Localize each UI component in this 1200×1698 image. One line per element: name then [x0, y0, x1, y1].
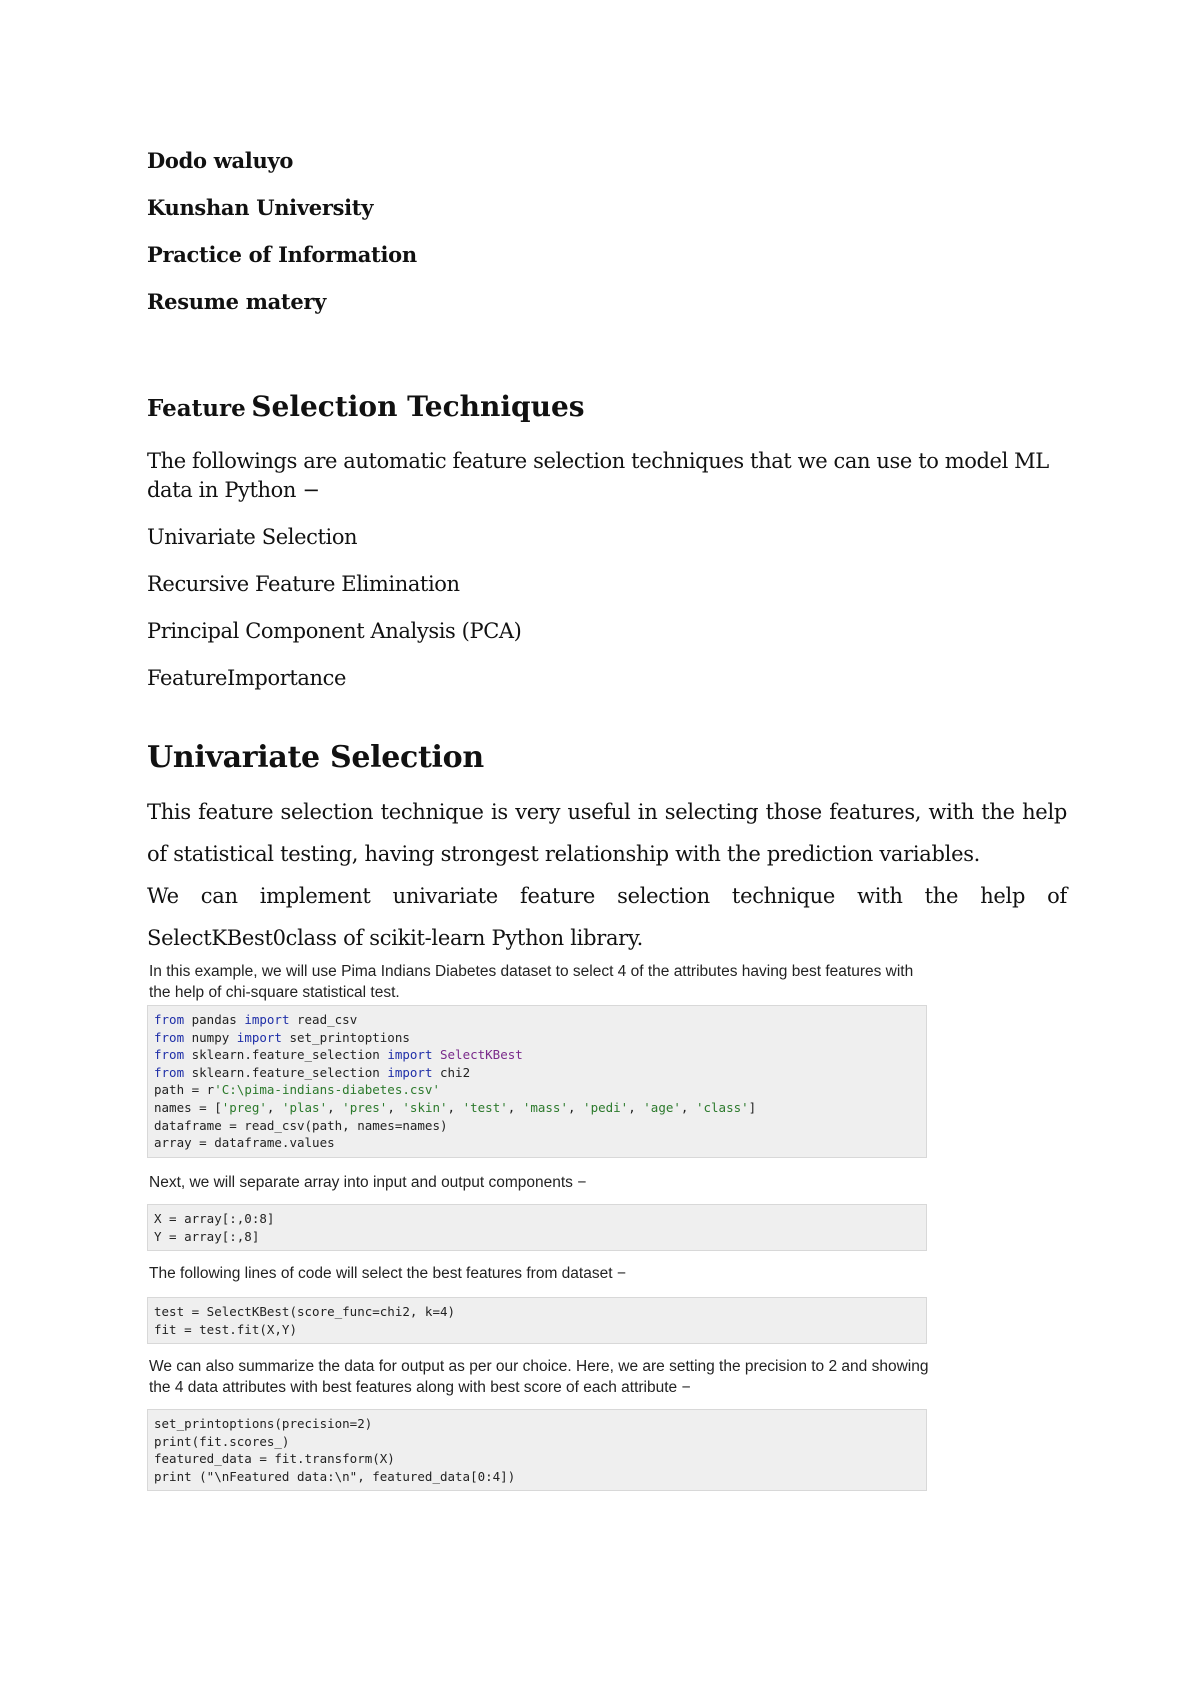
- code-token: SelectKBest: [440, 1047, 523, 1063]
- author-name: Dodo waluyo: [147, 148, 294, 173]
- tutorial-intro: In this example, we will use Pima Indians Diabetes dataset to select 4 of the attributes having best features with the help of chi-square statistical test.: [149, 963, 914, 1001]
- course-name: Practice of Information: [147, 242, 417, 267]
- code-line: [154, 1134, 920, 1152]
- code-line: [154, 1228, 920, 1246]
- code-block-summary: [147, 1409, 927, 1491]
- code-token: [432, 1047, 440, 1062]
- code-line: [154, 1029, 920, 1047]
- code-block-imports: [147, 1005, 927, 1158]
- code-token: import: [244, 1012, 290, 1027]
- code-line: [154, 1303, 920, 1321]
- tutorial-text-select: The following lines of code will select the best features from dataset −: [149, 1265, 626, 1282]
- code-line: [154, 1468, 920, 1486]
- code-token: set_printoptions(precision=2): [154, 1416, 373, 1431]
- code-token: Y = array[:,8]: [154, 1228, 260, 1244]
- code-token: from: [154, 1064, 185, 1080]
- code-token: 'skin': [402, 1099, 448, 1115]
- code-token: 'age': [643, 1099, 681, 1115]
- code-token: 'test': [462, 1099, 508, 1115]
- code-token: 'class': [695, 1099, 749, 1115]
- list-item: Recursive Feature Elimination: [147, 572, 460, 596]
- code-line: [154, 1433, 920, 1451]
- code-line: [154, 1450, 920, 1468]
- code-token: names = [: [154, 1099, 222, 1115]
- code-token: ,: [628, 1099, 644, 1115]
- code-token: 'pres': [342, 1099, 388, 1115]
- code-token: fit = test.fit(X,Y): [154, 1321, 297, 1337]
- list-item: FeatureImportance: [147, 666, 347, 690]
- heading-part-big: Selection Techniques: [251, 390, 585, 423]
- code-block-split: [147, 1204, 927, 1251]
- code-line: [154, 1210, 920, 1228]
- code-token: import: [387, 1064, 433, 1080]
- code-token: 'plas': [281, 1099, 328, 1115]
- code-line: [154, 1081, 920, 1099]
- code-token: print ("\nFeatured data:\n", featured_data[0:4]): [154, 1468, 516, 1484]
- code-token: path = r: [154, 1082, 215, 1098]
- code-token: set_printoptions: [281, 1029, 410, 1045]
- code-token: 'mass': [522, 1099, 568, 1115]
- code-token: numpy: [184, 1029, 237, 1045]
- code-token: print(fit.scores_): [154, 1433, 290, 1449]
- list-item: Principal Component Analysis (PCA): [147, 619, 522, 643]
- code-line: [154, 1099, 920, 1117]
- code-token: featured_data = fit.transform(X): [154, 1451, 395, 1467]
- code-token: ,: [447, 1099, 463, 1115]
- code-token: dataframe = read_csv(path, names=names): [154, 1117, 448, 1133]
- code-token: from: [154, 1012, 185, 1027]
- intro-paragraph: The followings are automatic feature selection techniques that we can use to model ML data in Python −: [147, 449, 1049, 502]
- code-line: [154, 1064, 920, 1082]
- code-token: pandas: [184, 1012, 245, 1027]
- code-token: ,: [387, 1099, 403, 1115]
- heading-part-small: Feature: [147, 395, 246, 422]
- subject-name: Resume matery: [147, 289, 327, 314]
- code-line: [154, 1321, 920, 1339]
- code-token: from: [154, 1047, 185, 1063]
- code-block-select: [147, 1297, 927, 1344]
- tutorial-text-split: Next, we will separate array into input and output components −: [149, 1174, 587, 1191]
- university-name: Kunshan University: [147, 195, 374, 220]
- code-token: ,: [680, 1099, 696, 1115]
- univariate-paragraph-2: We can implement univariate feature selection technique with the help of SelectKBest0class of scikit-learn Python library.: [147, 884, 1067, 950]
- code-token: ,: [327, 1099, 343, 1115]
- section-heading-univariate: Univariate Selection: [147, 740, 484, 775]
- code-token: 'C:\pima-indians-diabetes.csv': [214, 1082, 440, 1098]
- code-token: read_csv: [289, 1012, 358, 1027]
- code-token: import: [387, 1047, 433, 1063]
- tutorial-text-summary: We can also summarize the data for output as per our choice. Here, we are setting the precision to 2 and showing the 4 data attributes with best features along with best score of each attribute −: [149, 1358, 929, 1396]
- code-line: [154, 1046, 920, 1064]
- code-token: test = SelectKBest(score_func=chi2, k=4): [154, 1304, 456, 1319]
- univariate-paragraph-1: This feature selection technique is very useful in selecting those features, with the help of statistical testing, having strongest relationship with the prediction variables.: [147, 800, 1067, 866]
- code-line: [154, 1117, 920, 1135]
- code-line: [154, 1415, 920, 1433]
- code-token: import: [236, 1029, 282, 1045]
- code-token: sklearn.feature_selection: [184, 1064, 388, 1080]
- code-token: ,: [266, 1099, 282, 1115]
- code-token: 'preg': [221, 1099, 267, 1115]
- code-token: ,: [507, 1099, 523, 1115]
- code-token: from: [154, 1029, 185, 1045]
- code-token: array = dataframe.values: [154, 1135, 335, 1151]
- section-heading-feature-selection: [147, 390, 585, 423]
- code-token: ]: [748, 1099, 757, 1115]
- list-item: Univariate Selection: [147, 525, 358, 549]
- code-line: [154, 1011, 920, 1029]
- code-token: sklearn.feature_selection: [184, 1047, 388, 1063]
- code-token: 'pedi': [583, 1099, 629, 1115]
- code-token: X = array[:,0:8]: [154, 1211, 275, 1226]
- code-token: chi2: [432, 1064, 471, 1080]
- code-token: ,: [567, 1099, 584, 1115]
